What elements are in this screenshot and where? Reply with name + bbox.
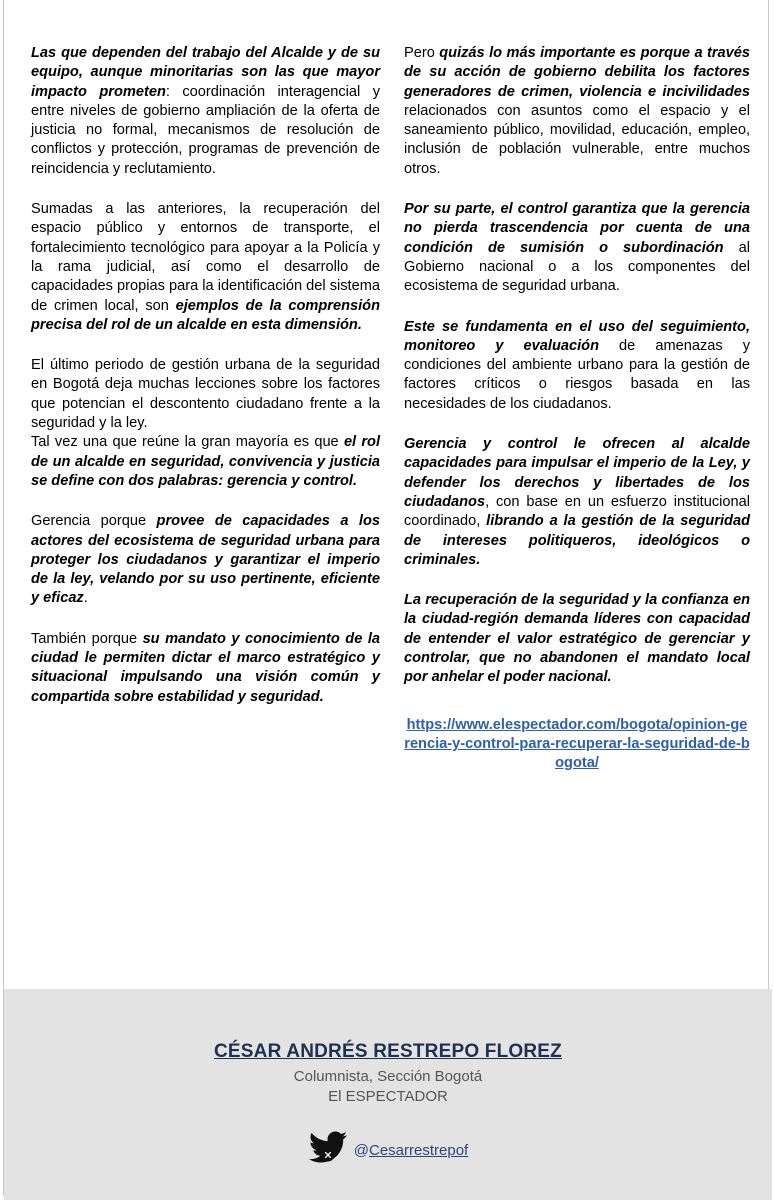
author-role: Columnista, Sección Bogotá: [293, 1068, 483, 1085]
body-text: El último periodo de gestión urbana de la seguridad en Bogotá deja muchas lecciones sobre los factores que potencian el descontento ciudadano frente a la seguridad y la ley.: [31, 357, 380, 432]
paragraph: [31, 200, 380, 335]
twitter-handle-row[interactable]: [4, 1131, 772, 1170]
twitter-username[interactable]: Cesarrestrepof: [369, 1142, 469, 1159]
paragraph: [404, 200, 750, 296]
emphasis-text: quizás lo más importante es porque a través de su acción de gobierno debilita los factores generadores de crimen, violencia e incivilidades: [404, 45, 750, 100]
body-text: , con base en un esfuerzo institucional coordinado,: [404, 493, 750, 530]
twitter-bird-icon: [308, 1131, 348, 1170]
article-columns: [31, 44, 751, 774]
author-name: CÉSAR ANDRÉS RESTREPO FLOREZ: [214, 1041, 562, 1062]
body-text: relacionados con asuntos como el espacio y el saneamiento público, movilidad, educación, empleo, inclusión de población vulnerable, entre muchos otros.: [404, 102, 750, 177]
body-text: Pero: [404, 45, 440, 61]
source-link-block: [404, 716, 750, 774]
emphasis-text: Este se fundamenta en el uso del seguimiento, monitoreo y evaluación: [404, 318, 750, 354]
paragraph: [31, 356, 380, 433]
author-footer: [4, 989, 772, 1200]
twitter-handle[interactable]: [354, 1142, 468, 1159]
right-column: [404, 44, 750, 774]
body-text: Gerencia porque: [31, 513, 157, 530]
publication-name: El ESPECTADOR: [328, 1088, 448, 1105]
body-text: También porque: [31, 630, 143, 647]
body-text: de amenazas y condiciones del ambiente urbano para la gestión de factores críticos o riesgos basada en las necesidades de los ciudadanos.: [404, 337, 750, 412]
paragraph: [31, 512, 380, 608]
emphasis-text: librando a la gestión de la seguridad de intereses politiqueros, ideológicos o criminales.: [404, 513, 750, 568]
emphasis-text: La recuperación de la seguridad y la confianza en la ciudad-región demanda líderes con capacidad de entender el valor estratégico de gerenciar y controlar, que no abandonen el mandato local por anhelar el poder nacional.: [404, 592, 750, 686]
paragraph: [31, 44, 380, 179]
emphasis-text: Las que dependen del trabajo del Alcalde y de su equipo, aunque minoritarias son las que mayor impacto prometen: [31, 45, 380, 100]
emphasis-text: Por su parte, el control garantiza que la gerencia no pierda trascendencia por cuenta de una condición de sumisión o subordinación: [404, 201, 750, 256]
paragraph: [404, 591, 750, 687]
emphasis-text: Gerencia y control le ofrecen al alcalde capacidades para impulsar el imperio de la Ley, y defender los derechos y libertades de los ciudadanos: [404, 436, 750, 510]
body-text: al Gobierno nacional o a los componentes del ecosistema de seguridad urbana.: [404, 239, 750, 295]
paragraph: [404, 318, 750, 414]
paragraph: [31, 630, 380, 707]
paragraph: [404, 435, 750, 570]
at-sign: @: [353, 1142, 369, 1159]
body-text: .: [83, 590, 88, 607]
body-text: Tal vez una que reúne la gran mayoría es que: [31, 434, 344, 451]
paragraph: [31, 433, 380, 491]
emphasis-text: el rol de un alcalde en seguridad, convivencia y justicia se define con dos palabras: gerencia y control.: [31, 434, 381, 489]
paragraph: [404, 44, 750, 179]
body-text: : coordinación interagencial y entre niveles de gobierno ampliación de la oferta de justicia no formal, mecanismos de resolución de conflictos y protección, programas de prevención de reincidencia y reclutamiento.: [31, 83, 380, 177]
emphasis-text: ejemplos de la comprensión precisa del rol de un alcalde en esta dimensión.: [31, 297, 380, 333]
source-link[interactable]: https://www.elespectador.com/bogota/opinion-gerencia-y-control-para-recuperar-la-seguridad-de-bogota/: [404, 716, 750, 772]
emphasis-text: su mandato y conocimiento de la ciudad le permiten dictar el marco estratégico y situacional impulsando una visión común y compartida sobre estabilidad y seguridad.: [31, 630, 380, 705]
body-text: Sumadas a las anteriores, la recuperación del espacio público y entornos de transporte, el fortalecimiento tecnológico para apoyar a la Policía y la rama judicial, así como el desarrollo de capacidades propias para la identificación del sistema de crimen local, son: [31, 201, 380, 314]
left-column: [31, 44, 380, 774]
emphasis-text: provee de capacidades a los actores del ecosistema de seguridad urbana para proteger los ciudadanos y garantizar el imperio de la ley, velando por su uso pertinente, eficiente y eficaz: [31, 513, 380, 607]
